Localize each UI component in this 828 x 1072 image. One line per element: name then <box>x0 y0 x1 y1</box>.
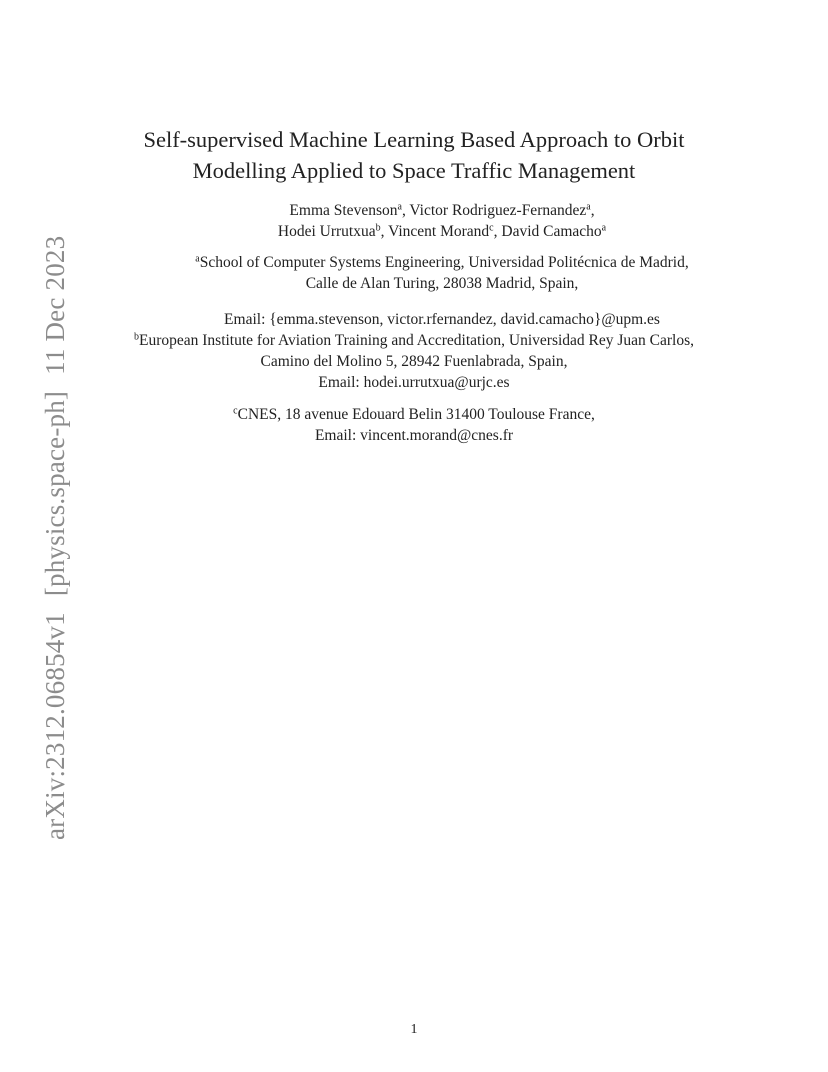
arxiv-id: arXiv:2312.06854v1 <box>40 612 70 840</box>
affiliation-email: Email: {emma.stevenson, victor.rfernandez, david.camacho}@upm.es <box>224 311 660 328</box>
title-line-1: Self-supervised Machine Learning Based Approach to Orbit <box>143 127 685 152</box>
affiliation-a-email <box>28 309 828 330</box>
author-affiliation-mark: c <box>489 222 494 234</box>
author-name: Victor Rodriguez-Fernandez <box>409 202 587 219</box>
author-affiliation-mark: a <box>397 201 402 213</box>
author-name: Emma Stevenson <box>289 202 398 219</box>
author-affiliation-mark: a <box>601 222 607 234</box>
author-line-1: Emma Stevenson$^a$, Victor Rodriguez-Fernandez$^a$, <box>289 201 595 219</box>
affiliation-c <box>0 404 828 446</box>
affiliation-line-1: School of Computer Systems Engineering, Universidad Politécnica de Madrid, <box>199 254 689 271</box>
paper-title <box>0 124 828 186</box>
arxiv-date: 11 Dec 2023 <box>40 235 70 375</box>
affiliation-b <box>0 330 828 393</box>
author-list <box>28 200 828 242</box>
arxiv-category: [physics.space-ph] <box>40 390 70 597</box>
affiliation-line-1: European Institute for Aviation Training and Accreditation, Universidad Rey Juan Carlos, <box>138 332 695 349</box>
author-name: David Camacho <box>501 223 602 240</box>
affiliation-mark: a <box>195 253 200 265</box>
affiliation-line-2: Calle de Alan Turing, 28038 Madrid, Spain, <box>305 275 579 292</box>
title-line-2: Modelling Applied to Space Traffic Management <box>192 158 636 183</box>
author-line-2: Hodei Urrutxua$^b$, Vincent Morand$^c$, David Camacho$^a$ <box>277 222 607 240</box>
affiliation-mark: c <box>233 405 238 417</box>
affiliation-email: Email: vincent.morand@cnes.fr <box>314 427 514 444</box>
affiliation-a <box>28 252 828 294</box>
page-number: 1 <box>410 1022 418 1037</box>
affiliation-line-2: Camino del Molino 5, 28942 Fuenlabrada, Spain, <box>260 353 568 370</box>
author-name: Hodei Urrutxua <box>277 223 376 240</box>
author-affiliation-mark: b <box>375 222 381 234</box>
author-name: Vincent Morand <box>388 223 490 240</box>
affiliation-email: Email: hodei.urrutxua@urjc.es <box>318 374 510 391</box>
affiliation-line-1: CNES, 18 avenue Edouard Belin 31400 Toulouse France, <box>237 406 595 423</box>
author-affiliation-mark: a <box>586 201 591 213</box>
affiliation-mark: b <box>133 331 139 343</box>
